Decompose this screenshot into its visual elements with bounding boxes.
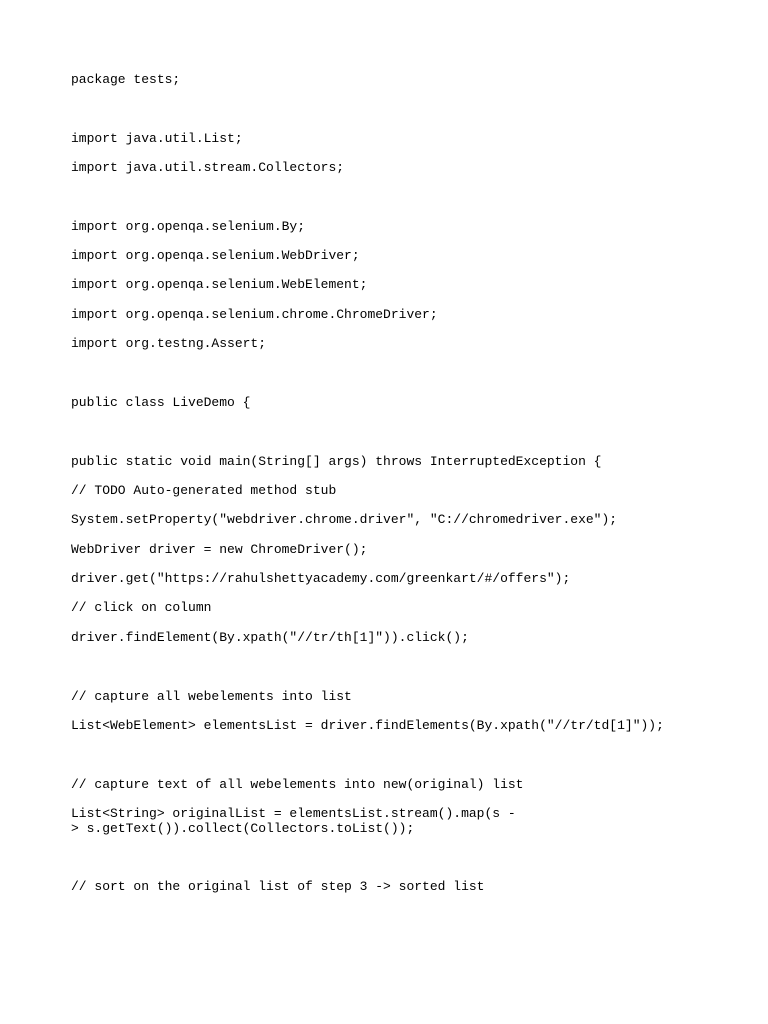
code-line: import org.testng.Assert; bbox=[71, 336, 267, 351]
code-line: package tests; bbox=[71, 72, 181, 87]
code-line: // capture text of all webelements into new(original) list bbox=[71, 777, 524, 792]
code-line: import org.openqa.selenium.WebDriver; bbox=[71, 248, 360, 263]
code-line: import java.util.List; bbox=[71, 131, 243, 146]
code-line: import org.openqa.selenium.By; bbox=[71, 219, 306, 234]
code-line: // capture all webelements into list bbox=[71, 689, 352, 704]
code-line: // TODO Auto-generated method stub bbox=[71, 483, 337, 498]
code-line: driver.findElement(By.xpath("//tr/th[1]")).click(); bbox=[71, 630, 469, 645]
code-line: driver.get("https://rahulshettyacademy.com/greenkart/#/offers"); bbox=[71, 571, 571, 586]
code-line: public class LiveDemo { bbox=[71, 395, 251, 410]
code-line: import org.openqa.selenium.WebElement; bbox=[71, 277, 368, 292]
code-line: import org.openqa.selenium.chrome.ChromeDriver; bbox=[71, 307, 438, 322]
code-line: List<WebElement> elementsList = driver.findElements(By.xpath("//tr/td[1]")); bbox=[71, 718, 664, 733]
code-line: import java.util.stream.Collectors; bbox=[71, 160, 345, 175]
code-line: System.setProperty("webdriver.chrome.driver", "C://chromedriver.exe"); bbox=[71, 512, 618, 527]
code-line: // click on column bbox=[71, 600, 212, 615]
code-line: // sort on the original list of step 3 -> sorted list bbox=[71, 879, 485, 894]
code-line: List<String> originalList = elementsList.stream().map(s -> s.getText()).collect(Collectors.toList()); bbox=[71, 806, 516, 836]
code-line: public static void main(String[] args) throws InterruptedException { bbox=[71, 454, 602, 469]
code-line: WebDriver driver = new ChromeDriver(); bbox=[71, 542, 368, 557]
